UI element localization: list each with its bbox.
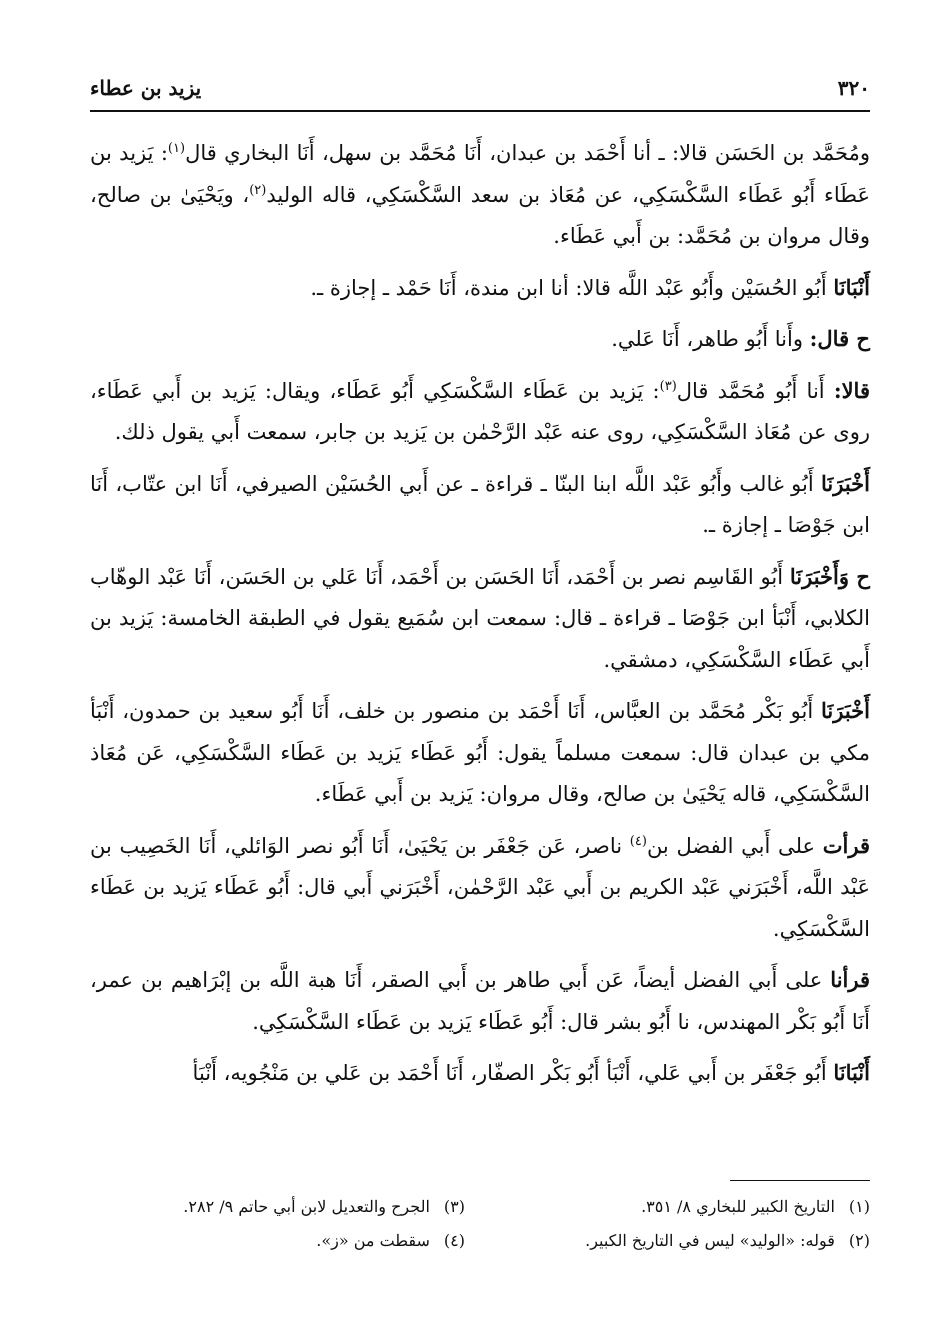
paragraph-5: أَخْبَرَنَا أَبُو غالب وأَبُو عَبْد اللَّه ابنا البنّا ـ قراءة ـ عن أَبي الحُسَيْن الصيرفي، أَنَا ابن عتّاب، أَنَا ابن جَوْصَا ـ إجازة ـ.: [90, 470, 870, 537]
footnote-ref: (٣): [659, 378, 677, 394]
paragraph-4: قالا: أَنا أَبُو مُحَمَّد قال$^{(٣)}$: يَزيد بن عَطَاء السَّكْسَكِي أَبُو عَطَاء، ويقال: يَزيد بن أَبي عَطَاء، روى عن مُعَاذ السَّكْسَكِي، روى عنه عَبْد الرَّحْمٰن بن يَزيد بن جابر، سمعت أَبي يقول ذلك.: [90, 377, 870, 444]
main-text: [90, 132, 870, 1104]
footnote-1: (١)التاريخ الكبير للبخاري ٨/ ٣٥١.: [641, 1197, 870, 1216]
footnote-4: (٤)سقطت من «ز».: [316, 1231, 465, 1250]
running-title: يزيد بن عطاء: [90, 76, 202, 100]
paragraph-8: قرأت على أَبي الفضل بن$^{(٤)}$ ناصر، عَن جَعْفَر بن يَحْيَىٰ، أَنَا أَبُو نصر الوَائلي، أَنَا الخَصِيب بن عَبْد اللَّه، أَخْبَرَني عَبْد الكريم بن أَبي عَبْد الرَّحْمٰن، أَخْبَرَني أَبي قال: أَبُو عَطَاء يَزيد بن عَطَاء السَّكْسَكِي.: [90, 832, 870, 941]
footnote-2: (٢)قوله: «الوليد» ليس في التاريخ الكبير.: [585, 1231, 870, 1250]
footnote-ref: (٢): [249, 182, 267, 198]
page-number: ٣٢٠: [837, 76, 870, 100]
footnote-ref: (٤): [629, 833, 647, 849]
footnote-list: [90, 1193, 870, 1255]
paragraph-10: أَنْبَانَا أَبُو جَعْفَر بن أَبي عَلي، أَنْبَأ أَبُو بَكْر الصفّار، أَنَا أَحْمَد بن عَلي بن مَنْجُويه، أَنْبَأ: [192, 1060, 870, 1085]
footnote-divider: [730, 1180, 870, 1181]
paragraph-6: ح وَأَخْبَرَنَا أَبُو القَاسِم نصر بن أَحْمَد، أَنَا الحَسَن بن أَحْمَد، أَنَا عَلي بن الحَسَن، أَنَا عَبْد الوهّاب الكلابي، أَنْبَأ ابن جَوْصَا ـ قراءة ـ قال: سمعت ابن سُمَيع يقول في الطبقة الخامسة: يَزيد بن أَبي عَطَاء السَّكْسَكِي، دمشقي.: [90, 563, 870, 672]
footnote-ref: (١): [167, 141, 186, 156]
footnotes: [90, 1180, 870, 1255]
paragraph-3: ح قال: وأَنا أَبُو طاهر، أَنَا عَلي.: [611, 326, 870, 351]
page-header: [90, 70, 870, 112]
paragraph-9: قرأنا على أَبي الفضل أيضاً، عَن أَبي طاهر بن أَبي الصقر، أَنَا هبة اللَّه بن إبْرَاهيم بن عمر، أَنَا أَبُو بَكْر المهندس، نا أَبُو بشر قال: أَبُو عَطَاء يَزيد بن عَطَاء السَّكْسَكِي.: [90, 967, 870, 1034]
paragraph-2: أَنْبَانَا أَبُو الحُسَيْن وأَبُو عَبْد اللَّه قالا: أنا ابن مندة، أَنَا حَمْد ـ إجازة ـ.: [310, 274, 870, 300]
footnote-3: (٣)الجرح والتعديل لابن أبي حاتم ٩/ ٢٨٢.: [183, 1197, 465, 1216]
paragraph-1: ومُحَمَّد بن الحَسَن قالا: ـ أنا أَحْمَد بن عبدان، أَنَا مُحَمَّد بن سهل، أَنَا البخاري قال$^{(١)}$: يَزيد بن عَطَاء أَبُو عَطَاء السَّكْسَكِي، عن مُعَاذ بن سعد السَّكْسَكِي، قاله الوليد$^{(٢)}$، ويَحْيَىٰ بن صالح، وقال مروان بن مُحَمَّد: بن أَبي عَطَاء.: [90, 141, 870, 248]
paragraph-7: أَخْبَرَنَا أَبُو بَكْر مُحَمَّد بن العبَّاس، أَنَا أَحْمَد بن منصور بن خلف، أَنَا أَبُو سعيد بن حمدون، أَنْبَأ مكي بن عبدان قال: سمعت مسلماً يقول: أَبُو عَطَاء يَزيد بن عَطَاء السَّكْسَكِي، عَن مُعَاذ السَّكْسَكِي، قاله يَحْيَىٰ بن صالح، وقال مروان: يَزيد بن أَبي عَطَاء.: [90, 698, 870, 806]
